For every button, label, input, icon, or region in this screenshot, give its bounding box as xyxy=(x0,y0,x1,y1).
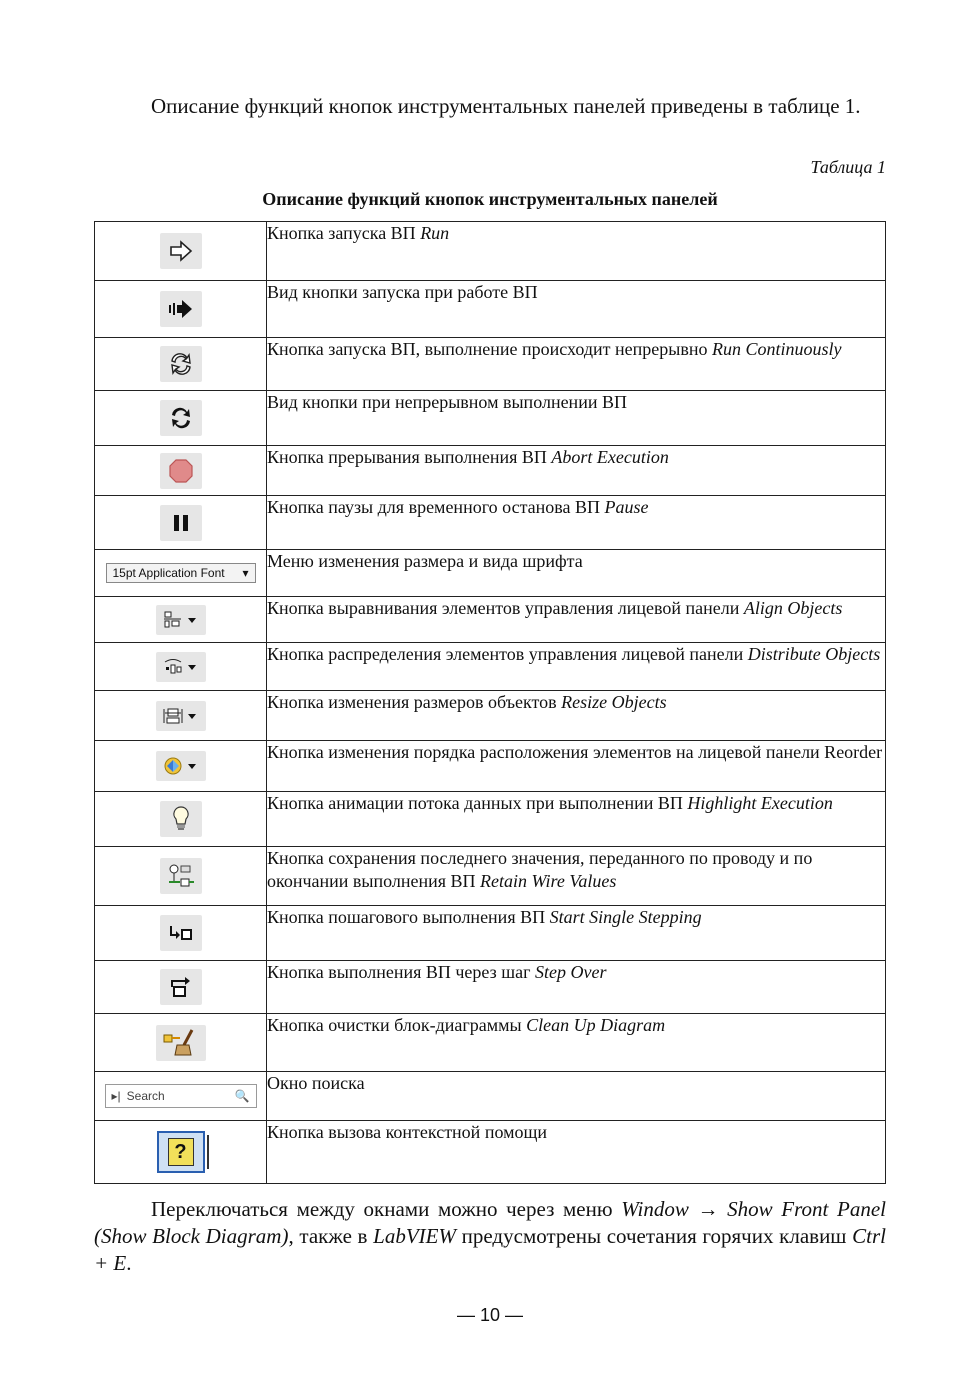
run-continuously-icon xyxy=(160,346,202,382)
table-row: Кнопка сохранения последнего значения, переданного по проводу и по окончании выполнения ВП Retain Wire Values xyxy=(95,847,886,906)
search-icon: 🔍 xyxy=(234,1089,250,1103)
table-row: 15pt Application Font ▾ Меню изменения размера и вида шрифта xyxy=(95,550,886,597)
running-arrow-icon xyxy=(160,291,202,327)
table-row: ▸| Search 🔍 Окно поиска xyxy=(95,1072,886,1121)
table-row: ? Кнопка вызова контекстной помощи xyxy=(95,1121,886,1184)
reorder-icon xyxy=(156,751,206,781)
highlight-bulb-icon xyxy=(160,801,202,837)
search-placeholder: Search xyxy=(126,1089,165,1103)
table-row: Кнопка выполнения ВП через шаг Step Over xyxy=(95,961,886,1014)
running-continuously-icon xyxy=(160,400,202,436)
font-menu-label: 15pt Application Font xyxy=(112,566,225,580)
clean-up-diagram-icon xyxy=(156,1025,206,1061)
table-label: Таблица 1 xyxy=(810,157,886,177)
retain-wire-values-icon xyxy=(160,858,202,894)
outro-paragraph: Переключаться между окнами можно через меню Window → Show Front Panel (Show Block Diagram), также в LabVIEW предусмотрены сочетания горячих клавиш Ctrl + E. xyxy=(94,1197,887,1275)
font-menu[interactable] xyxy=(106,563,256,583)
table-row: Кнопка прерывания выполнения ВП Abort Execution xyxy=(95,446,886,496)
question-mark-icon: ? xyxy=(168,1138,194,1166)
table-row: Кнопка паузы для временного останова ВП Pause xyxy=(95,496,886,550)
table-row: Кнопка пошагового выполнения ВП Start Single Stepping xyxy=(95,906,886,961)
chevron-down-icon: ▾ xyxy=(242,566,249,580)
table-title: Описание функций кнопок инструментальных панелей xyxy=(262,189,718,209)
abort-stop-icon xyxy=(160,453,202,489)
table-row: Кнопка запуска ВП Run xyxy=(95,222,886,281)
step-over-icon xyxy=(160,969,202,1005)
run-arrow-icon xyxy=(160,233,202,269)
table-row: Кнопка анимации потока данных при выполнении ВП Highlight Execution xyxy=(95,792,886,847)
table-row: Вид кнопки запуска при работе ВП xyxy=(95,281,886,338)
distribute-objects-icon xyxy=(156,652,206,682)
table-row: Кнопка изменения размеров объектов Resize Objects xyxy=(95,691,886,741)
pause-icon xyxy=(160,505,202,541)
table-row: Кнопка изменения порядка расположения элементов на лицевой панели Reorder xyxy=(95,741,886,792)
table-row: Кнопка очистки блок-диаграммы Clean Up Diagram xyxy=(95,1014,886,1072)
step-into-icon xyxy=(160,915,202,951)
intro-paragraph: Описание функций кнопок инструментальных панелей приведены в таблице 1. xyxy=(151,94,861,118)
table-row: Кнопка запуска ВП, выполнение происходит непрерывно Run Continuously xyxy=(95,338,886,391)
page-number: — 10 — xyxy=(456,1305,524,1325)
table-row: Кнопка распределения элементов управления лицевой панели Distribute Objects xyxy=(95,643,886,691)
table-row: Кнопка выравнивания элементов управления лицевой панели Align Objects xyxy=(95,597,886,643)
align-objects-icon xyxy=(156,605,206,635)
search-input[interactable] xyxy=(105,1084,257,1108)
search-scope-marker: ▸| xyxy=(111,1089,121,1103)
functions-table xyxy=(94,221,886,1184)
resize-objects-icon xyxy=(156,701,206,731)
table-row: Вид кнопки при непрерывном выполнении ВП xyxy=(95,391,886,446)
context-help-icon xyxy=(157,1131,205,1173)
